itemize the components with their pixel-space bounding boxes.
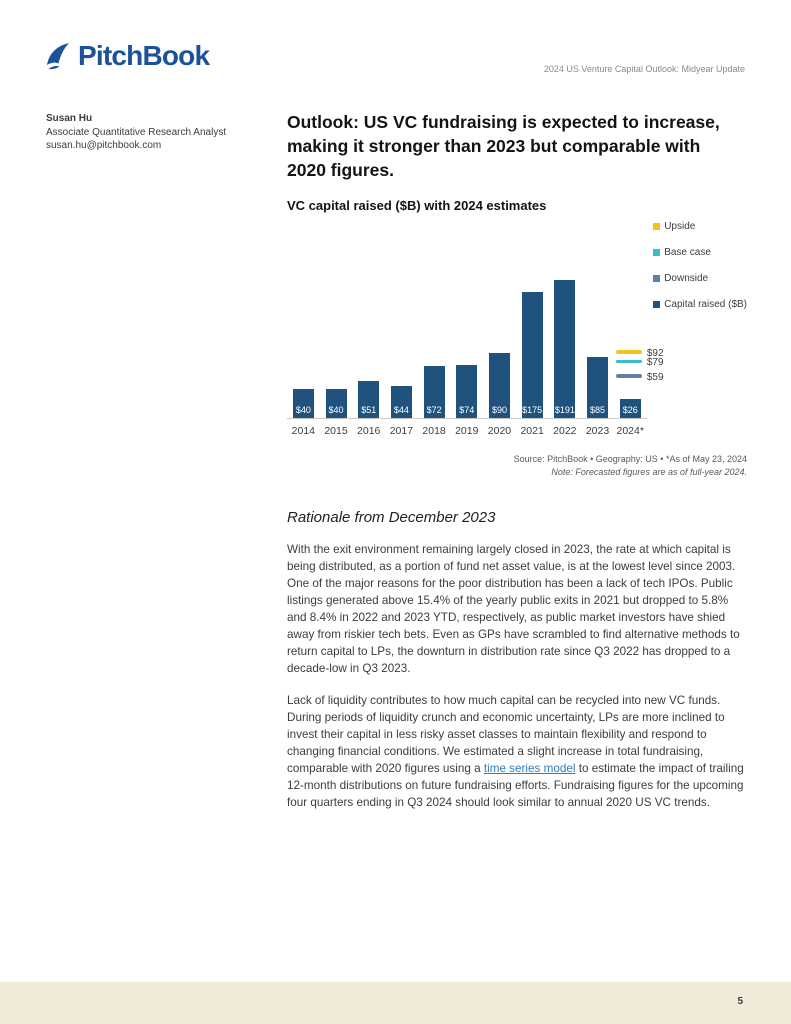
body-paragraph-1: With the exit environment remaining largely closed in 2023, the rate at which capital is being distributed, as a portion of fund net asset value, is at the lowest level since 2003. One of the major reasons for the poor distribution has been a lack of tech IPOs. Public listings generated above 15.4% of the yearly public exits in 2021 but dropped to 5.8% and 8.4% in 2022 and 2023 YTD, respectively, as public market investors have shied away from riskier tech bets. Even as GPs have scrambled to find alternative methods to return capital to LPs, the downturn in distribution rate since Q3 2022 has dropped to a decade-low in Q3 2023.	[287, 543, 740, 675]
author-email: susan.hu@pitchbook.com	[46, 140, 162, 151]
report-header-title: 2024 US Venture Capital Outlook: Midyear Update	[543, 64, 745, 74]
bar-2023	[587, 357, 608, 418]
bar-value-label-2015: $40	[328, 405, 344, 415]
bar-2015	[326, 389, 347, 418]
x-axis-label-2016: 2016	[357, 425, 381, 437]
bar-slot-2024*	[614, 229, 664, 418]
chart-heading: VC capital raised ($B) with 2024 estimates	[287, 198, 547, 213]
bar-2019	[456, 365, 477, 418]
legend-swatch-icon	[653, 275, 660, 282]
legend-label: Capital raised ($B)	[664, 299, 747, 310]
bar-slot-2022	[549, 229, 582, 418]
estimate-marker-base-case	[616, 360, 642, 364]
bar-value-label-2017: $44	[393, 405, 409, 415]
legend-swatch-icon	[653, 223, 660, 230]
bar-value-label-2022: $191	[554, 405, 575, 415]
x-axis-label-2022: 2022	[553, 425, 577, 437]
x-axis-label-2018: 2018	[422, 425, 446, 437]
author-name: Susan Hu	[46, 113, 93, 124]
bar-value-label-2020: $90	[491, 405, 507, 415]
legend-item-base-case	[653, 247, 747, 258]
pitchbook-logo-text: PitchBook	[78, 40, 210, 71]
chart-plot	[287, 229, 664, 419]
bar-2024*	[620, 399, 641, 418]
bar-slot-2016	[352, 229, 385, 418]
bar-value-label-2016: $51	[361, 405, 377, 415]
bar-slot-2018	[418, 229, 451, 418]
legend-label: Base case	[664, 247, 711, 258]
body-paragraph-2	[287, 692, 747, 811]
bar-2016	[358, 381, 379, 418]
chart-note-line: Note: Forecasted figures are as of full-year 2024.	[551, 467, 747, 477]
x-axis-label-2019: 2019	[455, 425, 479, 437]
chart-x-axis	[287, 425, 647, 437]
legend-swatch-icon	[653, 249, 660, 256]
vc-capital-raised-chart	[287, 217, 747, 447]
bar-slot-2020	[483, 229, 516, 418]
time-series-model-link[interactable]: time series model	[483, 762, 576, 775]
bar-value-label-2021: $175	[522, 405, 543, 415]
pitchbook-logo-icon	[42, 40, 74, 72]
bar-2014	[293, 389, 314, 418]
page-number: 5	[737, 996, 743, 1007]
paragraph-2-text-after: to estimate the impact of trailing 12-month distributions on future fundraising efforts. Fundraising figures for the upcoming four quarters ending in Q3 2024 should look similar to annual 2020 US VC trends.	[287, 762, 744, 809]
x-axis-label-2015: 2015	[324, 425, 348, 437]
pitchbook-logo	[42, 40, 209, 72]
chart-legend	[653, 221, 747, 325]
chart-source-block	[287, 453, 747, 479]
chart-source-line: Source: PitchBook • Geography: US • *As of May 23, 2024	[513, 454, 747, 464]
bar-value-label-2023: $85	[590, 405, 606, 415]
legend-item-capital-raised-b-	[653, 299, 747, 310]
main-column	[287, 110, 747, 811]
author-block	[46, 112, 226, 153]
estimate-label-upside: $92	[646, 347, 664, 359]
rationale-heading: Rationale from December 2023	[287, 509, 496, 526]
author-role: Associate Quantitative Research Analyst	[46, 126, 227, 138]
paragraph-2-text-before: Lack of liquidity contributes to how much capital can be recycled into new VC funds. During periods of liquidity crunch and economic uncertainty, LPs are more inclined to invest their capital in less risky asset classes to maintain flexibility and respond to changing financial conditions. We estimated a slight increase in total fundraising, comparable with 2020 figures using a	[287, 694, 725, 775]
bar-slot-2021	[516, 229, 549, 418]
x-axis-label-2021: 2021	[520, 425, 544, 437]
bar-value-label-2024*: $26	[622, 405, 638, 415]
bar-slot-2015	[320, 229, 353, 418]
bar-slot-2017	[385, 229, 418, 418]
article-title: Outlook: US VC fundraising is expected to increase, making it stronger than 2023 but comparable with 2020 figures.	[287, 112, 720, 180]
x-axis-label-2023: 2023	[585, 425, 610, 437]
legend-item-upside	[653, 221, 747, 232]
bar-slot-2019	[450, 229, 483, 418]
bar-2017	[391, 386, 412, 418]
legend-swatch-icon	[653, 301, 660, 308]
bar-value-label-2018: $72	[426, 405, 442, 415]
estimate-label-downside: $59	[646, 371, 664, 383]
bar-2021	[522, 292, 543, 418]
bar-slot-2023	[581, 229, 614, 418]
bar-value-label-2019: $74	[459, 405, 475, 415]
x-axis-label-2017: 2017	[389, 425, 414, 437]
bar-value-label-2014: $40	[295, 405, 311, 415]
legend-label: Upside	[664, 221, 696, 232]
x-axis-label-2020: 2020	[487, 425, 512, 437]
legend-item-downside	[653, 273, 747, 284]
footer-band	[0, 982, 791, 1024]
bar-2018	[424, 366, 445, 418]
bar-2022	[554, 280, 575, 418]
bar-2020	[489, 353, 510, 418]
x-axis-label-2014: 2014	[291, 425, 316, 437]
bar-slot-2014	[287, 229, 320, 418]
estimate-marker-downside	[616, 374, 642, 378]
estimate-label-base-case: $79	[646, 357, 664, 369]
legend-label: Downside	[664, 273, 709, 284]
estimate-marker-upside	[616, 350, 642, 354]
x-axis-label-2024*: 2024*	[616, 425, 644, 437]
